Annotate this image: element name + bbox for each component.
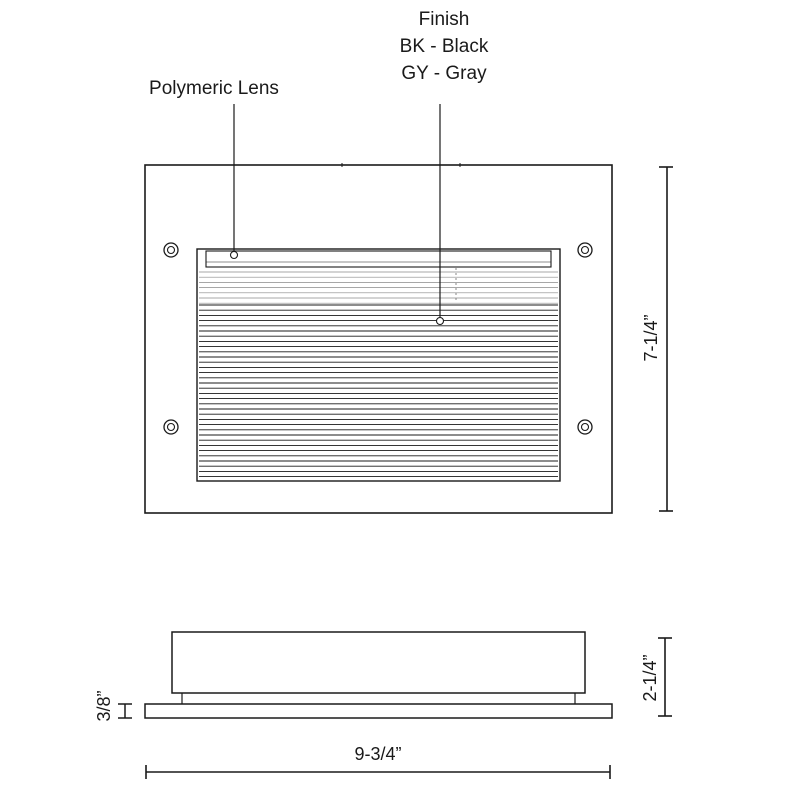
width-dimension bbox=[146, 744, 610, 779]
lens-label: Polymeric Lens bbox=[149, 78, 279, 99]
depth-label: 2-1/4” bbox=[640, 654, 660, 702]
finish-gy: GY - Gray bbox=[401, 63, 487, 84]
polymeric-lens bbox=[206, 251, 551, 267]
finish-title: Finish bbox=[418, 9, 470, 30]
finish-bk: BK - Black bbox=[399, 36, 489, 57]
width-label: 9-3/4” bbox=[354, 744, 402, 764]
front-view bbox=[145, 163, 612, 513]
height-dimension bbox=[641, 167, 673, 511]
housing-body bbox=[172, 632, 585, 693]
depth-dimension bbox=[640, 638, 672, 716]
plate-thickness-dimension bbox=[94, 690, 132, 721]
side-view bbox=[145, 632, 612, 718]
trim-plate bbox=[145, 704, 612, 718]
louver-opening bbox=[197, 249, 560, 481]
finish-leader-dot bbox=[437, 318, 444, 325]
height-label: 7-1/4” bbox=[641, 314, 661, 362]
plate-thickness-label: 3/8” bbox=[94, 690, 114, 722]
lens-leader-dot bbox=[231, 252, 238, 259]
